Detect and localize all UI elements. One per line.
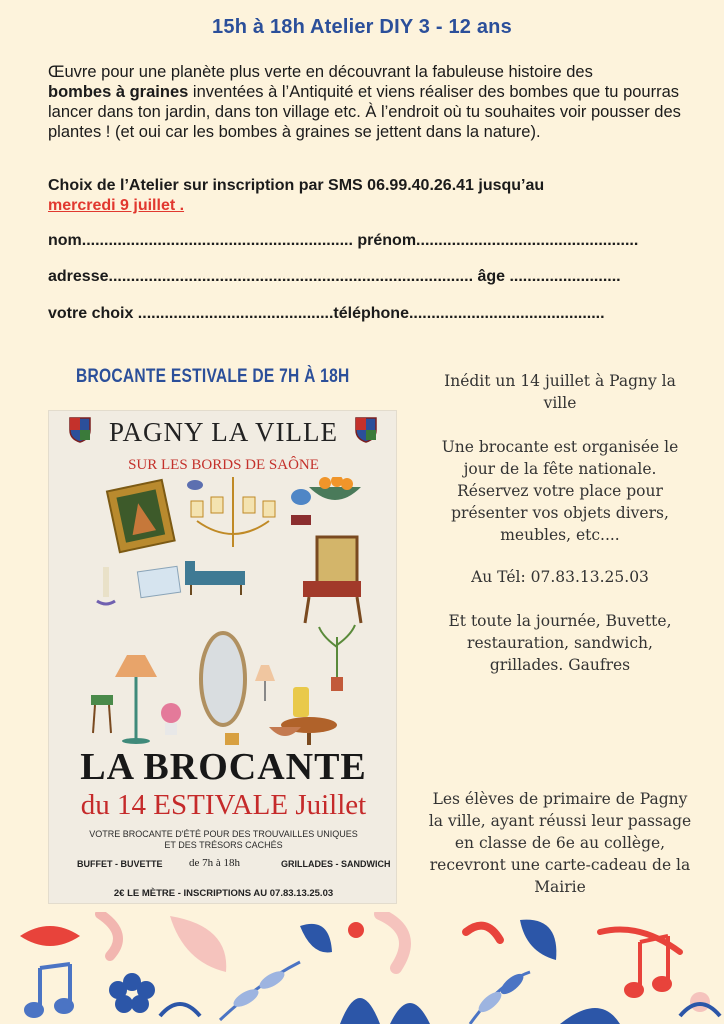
poster-left-info: BUFFET - BUVETTE (77, 859, 163, 869)
info-services: Et toute la journée, Buvette, restauration, sandwich, grillades. Gaufres (448, 612, 672, 674)
form-line-name: nom............................................................. prénom.................................................. (48, 232, 639, 249)
form-line-choice: votre choix ............................................téléphone............................................ (48, 305, 605, 322)
floral-decoration (0, 912, 724, 1024)
atelier-description (48, 62, 698, 142)
info-phone: Au Tél: 07.83.13.25.03 (471, 568, 649, 586)
brocante-poster (48, 410, 397, 904)
poster-right-info: GRILLADES - SANDWICH (281, 859, 391, 869)
poster-town: PAGNY LA VILLE (108, 417, 338, 447)
brocante-heading: BROCANTE ESTIVALE DE 7H À 18H (76, 366, 350, 387)
intro-text: Œuvre pour une planète plus verte en découvrant la fabuleuse histoire des (48, 63, 593, 81)
info-students: Les élèves de primaire de Pagny la ville, ayant réussi leur passage en classe de 6e au collège, recevront une carte-cadeau de la Mairie (428, 790, 692, 896)
poster-footer: 2€ LE MÈTRE - INSCRIPTIONS AU 07.83.13.25.03 (113, 888, 334, 899)
form-line-address: adresse.................................................................................. âge ......................... (48, 268, 621, 285)
poster-headline: LA BROCANTE (80, 746, 367, 788)
intro-bold: bombes à graines (48, 83, 189, 101)
page-title: 15h à 18h Atelier DIY 3 - 12 ans (212, 16, 512, 38)
antiques-illustration (79, 477, 369, 745)
poster-subtitle: SUR LES BORDS DE SAÔNE (128, 457, 319, 473)
poster-tagline (49, 829, 398, 851)
poster-tagline-2: ET DES TRÉSORS CACHÉS (164, 840, 283, 850)
info-intro: Inédit un 14 juillet à Pagny la ville (444, 372, 676, 412)
poster-tagline-1: VOTRE BROCANTE D'ÉTÉ POUR DES TROUVAILLES UNIQUES (89, 829, 358, 839)
registration-text: Choix de l’Atelier sur inscription par SMS 06.99.40.26.41 jusqu’au (48, 177, 545, 194)
atelier-registration (48, 176, 688, 216)
poster-date-line: du 14 ESTIVALE Juillet (80, 789, 367, 821)
intro-text-2: inventées à l’Antiquité et viens réaliser des bombes que tu pourras lancer dans ton jardin, dans ton village etc. À l’endroit où tu souhaites voir pousser des plantes ! (et oui car les bombes à graines se jettent dans la nature). (48, 83, 681, 141)
info-description: Une brocante est organisée le jour de la fête nationale. Réservez votre place pour présenter vos objets divers, meubles, etc.... (441, 438, 679, 544)
registration-deadline: mercredi 9 juillet . (48, 197, 185, 214)
poster-hours: de 7h à 18h (189, 857, 241, 869)
